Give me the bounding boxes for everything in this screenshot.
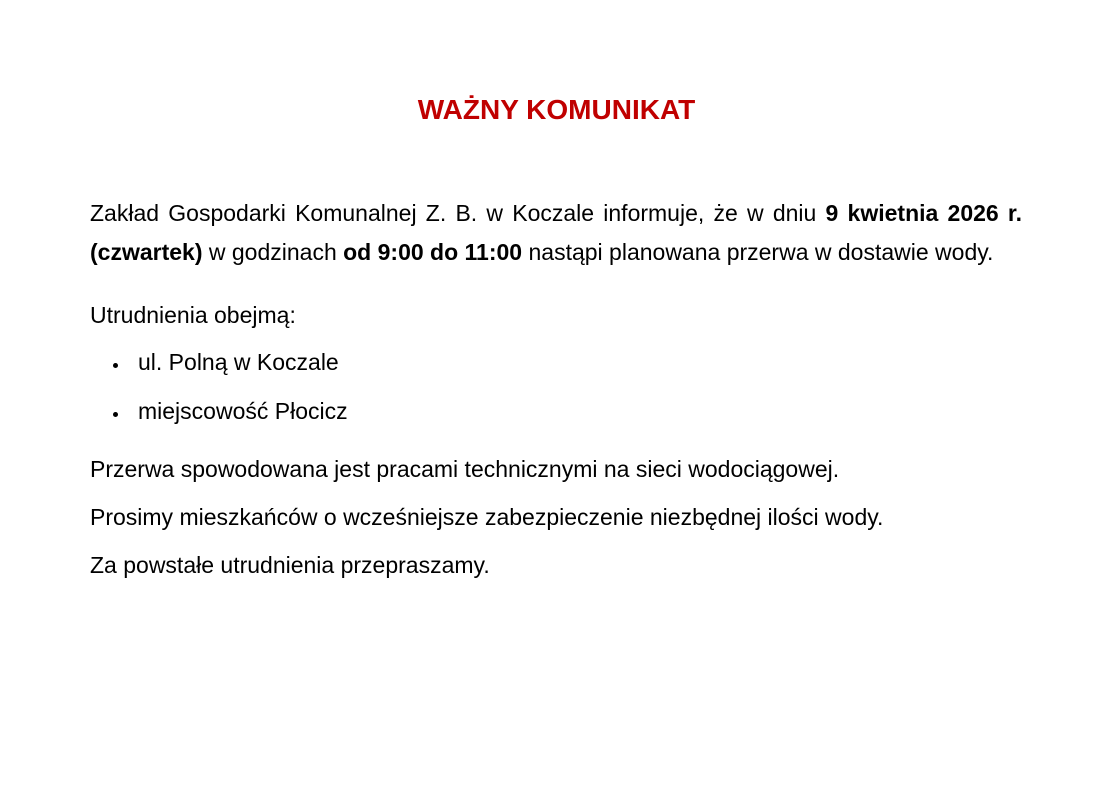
closing-line-request: Prosimy mieszkańców o wcześniejsze zabezpieczenie niezbędnej ilości wody.	[90, 504, 884, 530]
closing-line-apology: Za powstałe utrudnienia przepraszamy.	[90, 552, 490, 578]
affected-list	[90, 343, 1022, 431]
affected-heading: Utrudnienia obejmą:	[90, 302, 296, 328]
closing-section	[90, 450, 1022, 585]
notice-body	[90, 194, 1022, 594]
list-item	[138, 392, 1022, 431]
list-item	[138, 343, 1022, 382]
bullet-icon	[113, 412, 118, 417]
intro-text-3: nastąpi planowana przerwa w dostawie wody.	[522, 239, 994, 265]
intro-text-1: Zakład Gospodarki Komunalnej Z. B. w Koczale informuje, że w dniu	[90, 200, 826, 226]
bullet-icon	[113, 363, 118, 368]
intro-paragraph	[90, 194, 1022, 272]
intro-time: od 9:00 do 11:00	[343, 239, 523, 265]
notice-title: WAŻNY KOMUNIKAT	[417, 94, 696, 125]
intro-date: 9 kwietnia 2026 r. (czwartek)	[90, 200, 1022, 265]
list-item-text: ul. Polną w Koczale	[138, 349, 339, 375]
closing-line-reason: Przerwa spowodowana jest pracami technicznymi na sieci wodociągowej.	[90, 456, 840, 482]
list-item-text: miejscowość Płocicz	[138, 398, 348, 424]
intro-text-2: w godzinach	[202, 239, 344, 265]
